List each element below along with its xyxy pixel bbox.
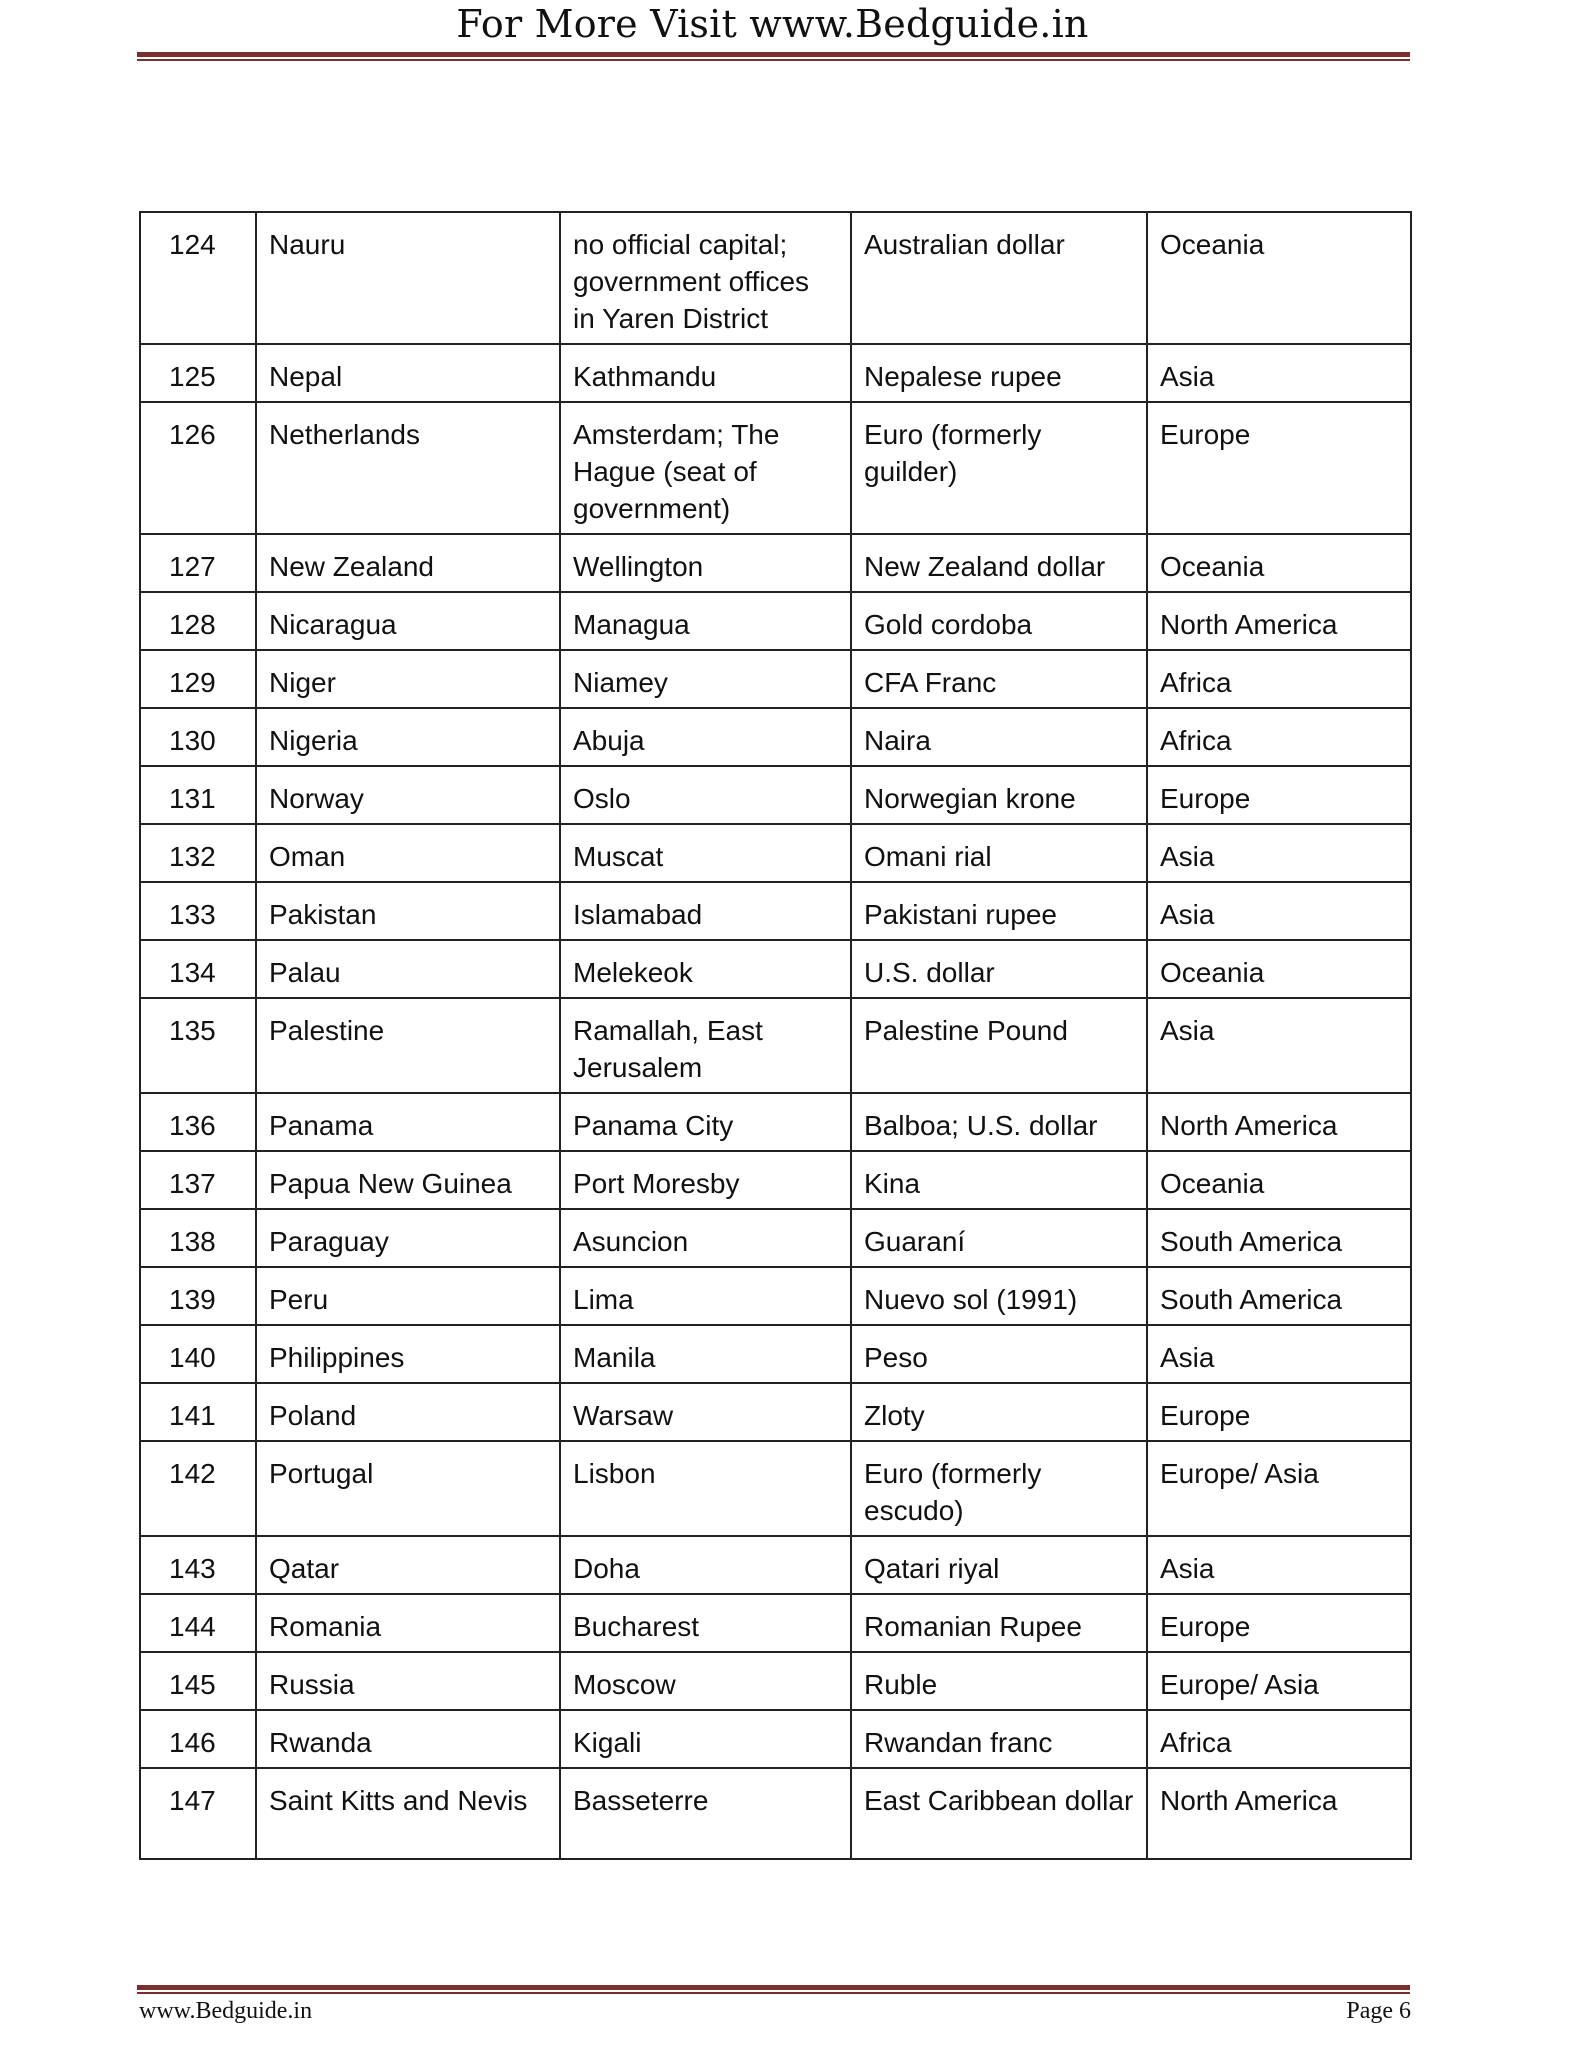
row-number-cell: 147 — [140, 1768, 256, 1859]
currency-cell: Palestine Pound — [851, 998, 1147, 1093]
capital-cell: Melekeok — [560, 940, 851, 998]
row-number-cell: 129 — [140, 650, 256, 708]
row-number-cell: 144 — [140, 1594, 256, 1652]
country-name-cell: Norway — [256, 766, 560, 824]
table-row — [140, 402, 1411, 534]
table-row — [140, 940, 1411, 998]
table-row — [140, 1325, 1411, 1383]
capital-cell: Ramallah, East Jerusalem — [560, 998, 851, 1093]
currency-cell: Qatari riyal — [851, 1536, 1147, 1594]
row-number-cell: 132 — [140, 824, 256, 882]
continent-cell: Europe — [1147, 1594, 1411, 1652]
currency-cell: Norwegian krone — [851, 766, 1147, 824]
capital-cell: Lima — [560, 1267, 851, 1325]
row-number-cell: 145 — [140, 1652, 256, 1710]
country-name-cell: Rwanda — [256, 1710, 560, 1768]
currency-cell: CFA Franc — [851, 650, 1147, 708]
currency-cell: Nepalese rupee — [851, 344, 1147, 402]
currency-cell: U.S. dollar — [851, 940, 1147, 998]
country-name-cell: Nepal — [256, 344, 560, 402]
table-row — [140, 534, 1411, 592]
row-number-cell: 146 — [140, 1710, 256, 1768]
country-name-cell: Nauru — [256, 212, 560, 344]
currency-cell: Ruble — [851, 1652, 1147, 1710]
table-row — [140, 766, 1411, 824]
table-row — [140, 592, 1411, 650]
currency-cell: Australian dollar — [851, 212, 1147, 344]
capital-cell: Kigali — [560, 1710, 851, 1768]
row-number-cell: 136 — [140, 1093, 256, 1151]
capital-cell: Panama City — [560, 1093, 851, 1151]
currency-cell: Gold cordoba — [851, 592, 1147, 650]
table-row — [140, 1267, 1411, 1325]
row-number-cell: 126 — [140, 402, 256, 534]
table-row — [140, 1441, 1411, 1536]
continent-cell: Asia — [1147, 824, 1411, 882]
currency-cell: Omani rial — [851, 824, 1147, 882]
currency-cell: East Caribbean dollar — [851, 1768, 1147, 1859]
table-row — [140, 212, 1411, 344]
country-name-cell: Paraguay — [256, 1209, 560, 1267]
continent-cell: Europe — [1147, 766, 1411, 824]
capital-cell: Lisbon — [560, 1441, 851, 1536]
continent-cell: Oceania — [1147, 534, 1411, 592]
table-row — [140, 1209, 1411, 1267]
row-number-cell: 135 — [140, 998, 256, 1093]
currency-cell: Naira — [851, 708, 1147, 766]
row-number-cell: 134 — [140, 940, 256, 998]
capital-cell: Niamey — [560, 650, 851, 708]
country-name-cell: Papua New Guinea — [256, 1151, 560, 1209]
currency-cell: Romanian Rupee — [851, 1594, 1147, 1652]
country-name-cell: Qatar — [256, 1536, 560, 1594]
country-name-cell: Russia — [256, 1652, 560, 1710]
row-number-cell: 125 — [140, 344, 256, 402]
country-name-cell: Niger — [256, 650, 560, 708]
row-number-cell: 140 — [140, 1325, 256, 1383]
row-number-cell: 127 — [140, 534, 256, 592]
capital-cell: no official capital; government offices in Yaren District — [560, 212, 851, 344]
header-divider — [137, 52, 1410, 61]
country-name-cell: Panama — [256, 1093, 560, 1151]
table-row — [140, 824, 1411, 882]
continent-cell: Oceania — [1147, 940, 1411, 998]
capital-cell: Muscat — [560, 824, 851, 882]
country-name-cell: Nicaragua — [256, 592, 560, 650]
country-name-cell: Palestine — [256, 998, 560, 1093]
capital-cell: Moscow — [560, 1652, 851, 1710]
currency-cell: Peso — [851, 1325, 1147, 1383]
row-number-cell: 138 — [140, 1209, 256, 1267]
continent-cell: Asia — [1147, 1325, 1411, 1383]
currency-cell: Pakistani rupee — [851, 882, 1147, 940]
capital-cell: Basseterre — [560, 1768, 851, 1859]
table-row — [140, 1093, 1411, 1151]
row-number-cell: 137 — [140, 1151, 256, 1209]
currency-cell: Guaraní — [851, 1209, 1147, 1267]
capital-cell: Doha — [560, 1536, 851, 1594]
continent-cell: Africa — [1147, 708, 1411, 766]
country-name-cell: Portugal — [256, 1441, 560, 1536]
continent-cell: Africa — [1147, 1710, 1411, 1768]
continent-cell: North America — [1147, 1093, 1411, 1151]
continent-cell: Africa — [1147, 650, 1411, 708]
table-row — [140, 344, 1411, 402]
continent-cell: North America — [1147, 592, 1411, 650]
continent-cell: Europe/ Asia — [1147, 1652, 1411, 1710]
continent-cell: North America — [1147, 1768, 1411, 1859]
country-name-cell: New Zealand — [256, 534, 560, 592]
country-name-cell: Saint Kitts and Nevis — [256, 1768, 560, 1859]
capital-cell: Asuncion — [560, 1209, 851, 1267]
table-row — [140, 1594, 1411, 1652]
table-row — [140, 650, 1411, 708]
currency-cell: Euro (formerly guilder) — [851, 402, 1147, 534]
continent-cell: Asia — [1147, 1536, 1411, 1594]
capital-cell: Wellington — [560, 534, 851, 592]
page-header-title: For More Visit www.Bedguide.in — [456, 2, 1089, 46]
footer-site-name: www.Bedguide.in — [139, 1998, 313, 2024]
table-row — [140, 1652, 1411, 1710]
country-name-cell: Netherlands — [256, 402, 560, 534]
row-number-cell: 142 — [140, 1441, 256, 1536]
country-name-cell: Philippines — [256, 1325, 560, 1383]
capital-cell: Managua — [560, 592, 851, 650]
row-number-cell: 133 — [140, 882, 256, 940]
capital-cell: Warsaw — [560, 1383, 851, 1441]
country-name-cell: Poland — [256, 1383, 560, 1441]
continent-cell: South America — [1147, 1209, 1411, 1267]
table-body — [140, 212, 1411, 1859]
table-row — [140, 708, 1411, 766]
capital-cell: Amsterdam; The Hague (seat of government) — [560, 402, 851, 534]
currency-cell: Zloty — [851, 1383, 1147, 1441]
continent-cell: Asia — [1147, 344, 1411, 402]
country-name-cell: Peru — [256, 1267, 560, 1325]
currency-cell: Rwandan franc — [851, 1710, 1147, 1768]
table-row — [140, 882, 1411, 940]
continent-cell: Oceania — [1147, 212, 1411, 344]
country-name-cell: Oman — [256, 824, 560, 882]
currency-cell: Balboa; U.S. dollar — [851, 1093, 1147, 1151]
capital-cell: Islamabad — [560, 882, 851, 940]
continent-cell: South America — [1147, 1267, 1411, 1325]
row-number-cell: 130 — [140, 708, 256, 766]
currency-cell: Nuevo sol (1991) — [851, 1267, 1147, 1325]
continent-cell: Oceania — [1147, 1151, 1411, 1209]
continent-cell: Europe — [1147, 402, 1411, 534]
row-number-cell: 143 — [140, 1536, 256, 1594]
row-number-cell: 139 — [140, 1267, 256, 1325]
table-row — [140, 1710, 1411, 1768]
table-row — [140, 1383, 1411, 1441]
currency-cell: Kina — [851, 1151, 1147, 1209]
continent-cell: Asia — [1147, 882, 1411, 940]
capital-cell: Kathmandu — [560, 344, 851, 402]
currency-cell: Euro (formerly escudo) — [851, 1441, 1147, 1536]
continent-cell: Europe — [1147, 1383, 1411, 1441]
continent-cell: Asia — [1147, 998, 1411, 1093]
countries-table — [139, 211, 1412, 1860]
country-name-cell: Pakistan — [256, 882, 560, 940]
row-number-cell: 128 — [140, 592, 256, 650]
table-row — [140, 998, 1411, 1093]
country-name-cell: Palau — [256, 940, 560, 998]
row-number-cell: 124 — [140, 212, 256, 344]
capital-cell: Oslo — [560, 766, 851, 824]
page-number: Page 6 — [1346, 1998, 1411, 2024]
row-number-cell: 141 — [140, 1383, 256, 1441]
capital-cell: Bucharest — [560, 1594, 851, 1652]
country-name-cell: Nigeria — [256, 708, 560, 766]
currency-cell: New Zealand dollar — [851, 534, 1147, 592]
table-row — [140, 1151, 1411, 1209]
capital-cell: Abuja — [560, 708, 851, 766]
capital-cell: Manila — [560, 1325, 851, 1383]
country-name-cell: Romania — [256, 1594, 560, 1652]
table-row — [140, 1768, 1411, 1859]
footer-divider — [137, 1985, 1410, 1994]
continent-cell: Europe/ Asia — [1147, 1441, 1411, 1536]
row-number-cell: 131 — [140, 766, 256, 824]
capital-cell: Port Moresby — [560, 1151, 851, 1209]
table-row — [140, 1536, 1411, 1594]
